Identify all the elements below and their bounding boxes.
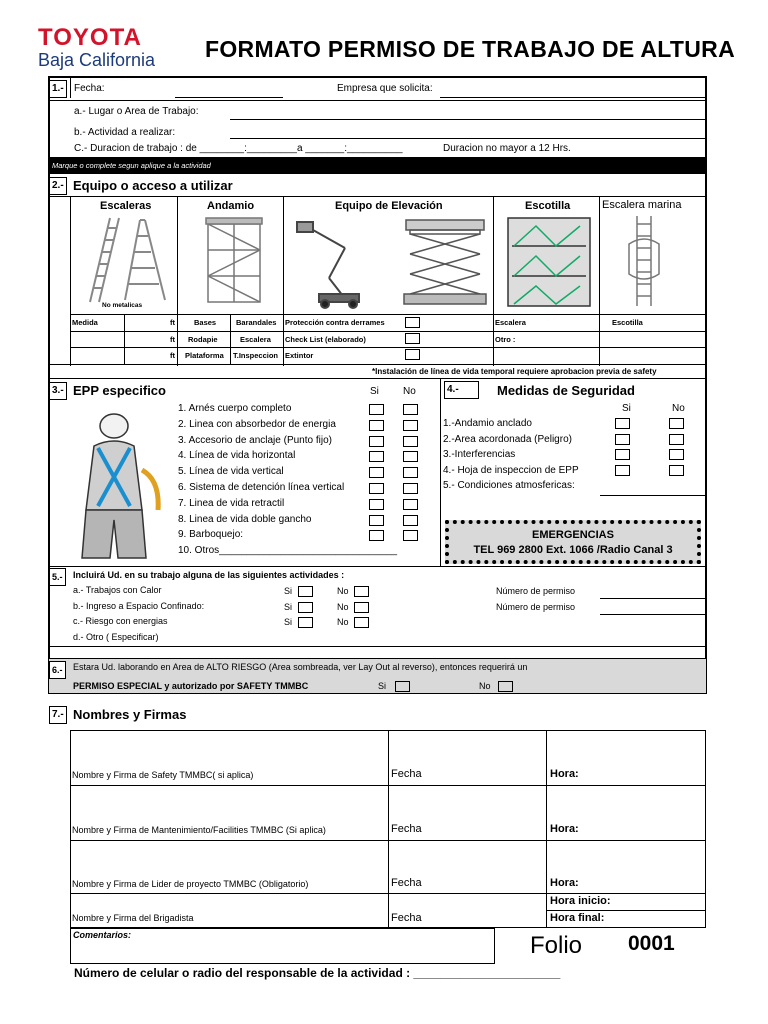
section4-number: 4.- [444, 381, 479, 399]
epp-item: 9. Barboquejo: [178, 529, 244, 541]
divider [49, 566, 706, 567]
medidas-list [443, 418, 579, 496]
epp-si-checkbox[interactable] [369, 467, 384, 478]
epp-no-checkbox[interactable] [403, 483, 418, 494]
si-label: Si [284, 586, 293, 596]
medida-no-checkbox[interactable] [669, 465, 684, 476]
medidas-si-header: Si [622, 403, 631, 414]
medida-no-checkbox[interactable] [669, 418, 684, 429]
proteccion-checkbox[interactable] [405, 317, 420, 328]
no-label: No [337, 602, 349, 612]
hora-label: Hora: [550, 768, 579, 780]
medida-item: 4.- Hoja de inspeccion de EPP [443, 464, 579, 476]
divider [440, 378, 441, 566]
epp-no-checkbox[interactable] [403, 420, 418, 431]
marine-ladder-icon [625, 214, 665, 310]
hora-label: Hora: [550, 877, 579, 889]
proteccion-label: Protección contra derrames [285, 318, 385, 327]
col-escotilla: Escotilla [525, 200, 571, 212]
divider [70, 314, 706, 315]
emergency-title: EMERGENCIAS [532, 529, 614, 541]
no-label: No [337, 617, 349, 627]
epp-item: 8. Linea de vida doble gancho [178, 513, 312, 525]
condiciones-field[interactable] [600, 495, 706, 496]
epp-no-checkbox[interactable] [403, 404, 418, 415]
firma-brigadista-label: Nombre y Firma del Brigadista [72, 913, 194, 923]
section6-number: 6.- [49, 661, 66, 679]
medidas-no-header: No [672, 403, 685, 414]
divider [70, 331, 706, 332]
medida-si-checkbox[interactable] [615, 465, 630, 476]
actividad-item: c.- Riesgo con energias [73, 616, 168, 626]
divider [70, 78, 71, 98]
epp-no-checkbox[interactable] [403, 451, 418, 462]
divider [388, 730, 389, 928]
section2-number: 2.- [49, 177, 67, 195]
si-label: Si [284, 602, 293, 612]
si-label: Si [284, 617, 293, 627]
divider [49, 378, 706, 379]
no-label: No [337, 586, 349, 596]
epp-no-checkbox[interactable] [403, 530, 418, 541]
emergency-phone: TEL 969 2800 Ext. 1066 /Radio Canal 3 [473, 544, 673, 556]
plataforma-label: Plataforma [185, 351, 224, 360]
ft-label: ft [170, 318, 175, 327]
permiso-field[interactable] [600, 598, 706, 599]
medida-no-checkbox[interactable] [669, 449, 684, 460]
firma-safety-label: Nombre y Firma de Safety TMMBC( si aplica) [72, 770, 254, 780]
epp-item: 5. Línea de vida vertical [178, 466, 284, 478]
fecha-label: Fecha: [74, 83, 105, 94]
escalera-label: Escalera [495, 318, 526, 327]
hora-final-label: Hora final: [550, 912, 605, 924]
extintor-label: Extintor [285, 351, 314, 360]
medida-item: 1.-Andamio anclado [443, 418, 532, 429]
epp-si-checkbox[interactable] [369, 451, 384, 462]
page-title: FORMATO PERMISO DE TRABAJO DE ALTURA [205, 36, 736, 62]
ft-label: ft [170, 351, 175, 360]
checklist-label: Check List (elaborado) [285, 335, 366, 344]
epp-si-header: Si [370, 386, 379, 397]
empresa-label: Empresa que solicita: [337, 83, 433, 94]
epp-item: 10. Otros________________________________ [178, 545, 398, 557]
otro-label: Otro : [495, 335, 516, 344]
epp-no-checkbox[interactable] [403, 499, 418, 510]
divider [70, 785, 706, 786]
fecha-field[interactable] [175, 97, 283, 98]
divider [546, 910, 706, 911]
alto-riesgo-no-checkbox[interactable] [498, 681, 513, 692]
divider [283, 196, 284, 366]
medida-si-checkbox[interactable] [615, 434, 630, 445]
emergency-box [445, 520, 701, 564]
fecha-label: Fecha [391, 912, 422, 924]
section3-number: 3.- [49, 382, 67, 400]
hora-label: Hora: [550, 823, 579, 835]
epp-si-checkboxes [369, 404, 384, 546]
medida-item: 2.-Area acordonada (Peligro) [443, 433, 572, 445]
epp-item: 4. Línea de vida horizontal [178, 450, 296, 462]
permiso-label: Número de permiso [496, 586, 576, 596]
divider [49, 646, 706, 647]
medida-si-checkbox[interactable] [615, 418, 630, 429]
actividad-item: a.- Trabajos con Calor [73, 585, 162, 595]
bases-label: Bases [194, 318, 217, 327]
energias-no-checkbox[interactable] [354, 617, 369, 628]
col-andamio: Andamio [207, 200, 255, 212]
section6-text: Estara Ud. laborando en Area de ALTO RIESGO (Area sombreada, ver Lay Out al reverso), entonces requerirá un [73, 662, 528, 672]
fecha-label: Fecha [391, 823, 422, 835]
escotilla-label: Escotilla [612, 318, 643, 327]
divider [70, 840, 706, 841]
actividad-label: b.- Actividad a realizar: [74, 127, 176, 138]
hora-inicio-label: Hora inicio: [550, 895, 611, 907]
firma-lider-label: Nombre y Firma de Lider de proyecto TMMBC (Obligatorio) [72, 879, 309, 889]
duracion-label[interactable]: C.- Duracion de trabajo : de ________:_________a _______:__________ [74, 143, 403, 154]
epp-si-checkbox[interactable] [369, 499, 384, 510]
divider [599, 196, 600, 366]
divider [230, 314, 231, 364]
permiso-field[interactable] [600, 614, 706, 615]
epp-no-header: No [403, 386, 416, 397]
divider [493, 196, 494, 366]
firma-mantenimiento-label: Nombre y Firma de Mantenimiento/Facilities TMMBC (Si aplica) [72, 825, 326, 835]
epp-no-checkbox[interactable] [403, 467, 418, 478]
divider [546, 730, 547, 928]
divider [70, 196, 71, 366]
divider [49, 100, 706, 101]
col-escaleras: Escaleras [100, 200, 152, 212]
calor-no-checkbox[interactable] [354, 586, 369, 597]
epp-item: 6. Sistema de detención línea vertical [178, 481, 345, 493]
fecha-label: Fecha [391, 768, 422, 780]
actividad-field[interactable] [230, 138, 705, 139]
epp-item: 1. Arnés cuerpo completo [178, 403, 292, 414]
alto-riesgo-si-checkbox[interactable] [395, 681, 410, 692]
logo-subtitle: Baja California [38, 50, 156, 70]
section5-number: 5.- [49, 568, 66, 586]
actividad-item: d.- Otro ( Especificar) [73, 631, 159, 642]
epp-item: 3. Accesorio de anclaje (Punto fijo) [178, 434, 332, 446]
rodapie-label: Rodapie [188, 335, 218, 344]
ft-label: ft [170, 335, 175, 344]
comentarios-label: Comentarios: [73, 930, 132, 940]
empresa-field[interactable] [440, 97, 705, 98]
toyota-logo: TOYOTA [38, 24, 142, 51]
medidas-si-checkboxes [615, 418, 630, 480]
divider [70, 347, 706, 348]
instruction-bar: Marque o complete segun aplique a la actividad [49, 157, 706, 174]
actividades-list [73, 585, 204, 647]
divider [177, 196, 178, 366]
no-label: No [479, 681, 491, 691]
epp-no-checkbox[interactable] [403, 436, 418, 447]
tinspeccion-label: T.Inspeccion [233, 351, 279, 360]
epp-si-checkbox[interactable] [369, 515, 384, 526]
harness-worker-icon [76, 410, 174, 560]
section7-number: 7.- [49, 706, 67, 724]
extintor-checkbox[interactable] [405, 349, 420, 360]
epp-list [178, 403, 397, 561]
duracion-max: Duracion no mayor a 12 Hrs. [443, 143, 571, 154]
medida-no-checkbox[interactable] [669, 434, 684, 445]
calor-si-checkbox[interactable] [298, 586, 313, 597]
divider [124, 314, 125, 364]
section6-permiso: PERMISO ESPECIAL y autorizado por SAFETY TMMBC [73, 681, 309, 691]
medidas-no-checkboxes [669, 418, 684, 480]
epp-item: 2. Linea con absorbedor de energia [178, 418, 336, 430]
hatch-stairs-icon [506, 216, 592, 308]
epp-no-checkbox[interactable] [403, 515, 418, 526]
energias-si-checkbox[interactable] [298, 617, 313, 628]
permiso-label: Número de permiso [496, 602, 576, 612]
section5-title: Incluirá Ud. en su trabajo alguna de las siguientes actividades : [73, 570, 345, 580]
boom-lift-icon [293, 218, 363, 310]
checklist-checkbox[interactable] [405, 333, 420, 344]
divider [70, 893, 706, 894]
lugar-label: a.- Lugar o Area de Trabajo: [74, 106, 199, 117]
medida-item: 3.-Interferencias [443, 449, 516, 461]
fecha-label: Fecha [391, 877, 422, 889]
section4-title: Medidas de Seguridad [497, 383, 635, 398]
epp-si-checkbox[interactable] [369, 436, 384, 447]
epp-si-checkbox[interactable] [369, 404, 384, 415]
epp-no-checkboxes [403, 404, 418, 546]
col-elevacion: Equipo de Elevación [335, 200, 443, 212]
escalera2-label: Escalera [240, 335, 271, 344]
medida-item: 5.- Condiciones atmosfericas: [443, 480, 575, 492]
section3-title: EPP especifico [73, 383, 166, 398]
lugar-field[interactable] [230, 119, 705, 120]
barandales-label: Barandales [236, 318, 277, 327]
confinado-si-checkbox[interactable] [298, 602, 313, 613]
confinado-no-checkbox[interactable] [354, 602, 369, 613]
medida-si-checkbox[interactable] [615, 449, 630, 460]
no-metalicas-note: No metalicas [102, 302, 143, 309]
section7-title: Nombres y Firmas [73, 707, 187, 722]
scaffold-icon [200, 218, 270, 310]
safety-note: *Instalación de línea de vida temporal requiere aprobacion previa de safety [372, 367, 657, 376]
divider [49, 196, 706, 197]
comments-box[interactable] [70, 928, 495, 964]
celular-label[interactable]: Número de celular o radio del responsable de la actividad : ______________________ [74, 966, 561, 980]
si-label: Si [378, 681, 387, 691]
medida-label: Medida [72, 318, 98, 327]
divider [49, 364, 706, 365]
actividad-item: b.- Ingreso a Espacio Confinado: [73, 600, 205, 611]
scissor-lift-icon [400, 218, 490, 310]
section1-number: 1.- [49, 80, 67, 98]
ladder-icon [85, 216, 175, 306]
col-escalera-marina: Escalera marina [602, 199, 682, 211]
epp-si-checkbox[interactable] [369, 420, 384, 431]
folio-number: 0001 [628, 932, 675, 955]
epp-si-checkbox[interactable] [369, 530, 384, 541]
epp-item: 7. Linea de vida retractil [178, 497, 285, 509]
section2-title: Equipo o acceso a utilizar [73, 178, 233, 193]
folio-label: Folio [530, 932, 583, 959]
epp-si-checkbox[interactable] [369, 483, 384, 494]
